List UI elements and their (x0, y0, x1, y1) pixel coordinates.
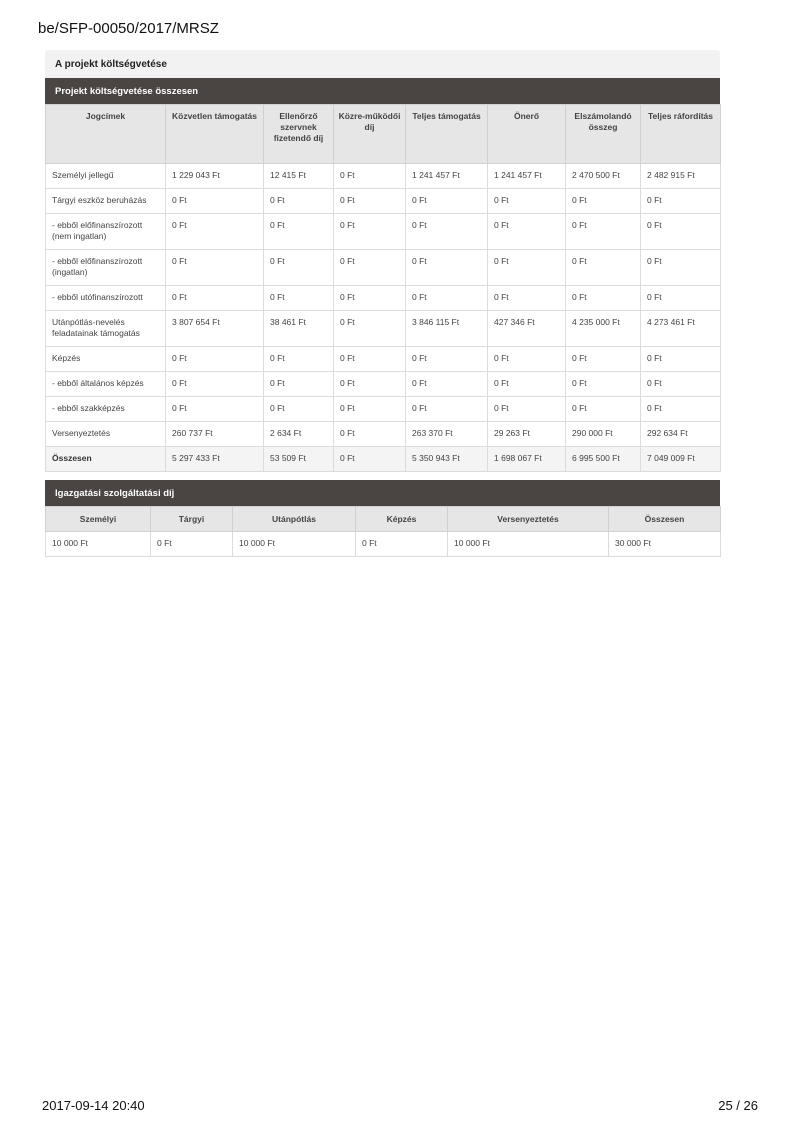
table-cell: 0 Ft (334, 250, 406, 286)
row-label: Képzés (46, 347, 166, 372)
row-label: Tárgyi eszköz beruházás (46, 189, 166, 214)
table-row (46, 286, 721, 311)
table-cell: 7 049 009 Ft (641, 447, 721, 472)
col-header-onero: Önerő (488, 105, 566, 164)
table-cell: 1 241 457 Ft (406, 164, 488, 189)
budget-section-title: Projekt költségvetése összesen (45, 78, 720, 104)
table-cell: 0 Ft (334, 286, 406, 311)
table-cell: 0 Ft (406, 286, 488, 311)
panel-title: A projekt költségvetése (45, 50, 720, 78)
table-cell: 0 Ft (166, 372, 264, 397)
col-header-kozvetlen-tamogatas: Közvetlen támogatás (166, 105, 264, 164)
table-cell: 0 Ft (334, 447, 406, 472)
table-cell: 2 634 Ft (264, 422, 334, 447)
budget-total-row (46, 447, 721, 472)
table-cell: 0 Ft (264, 250, 334, 286)
fee-header-row (46, 507, 721, 532)
table-cell: 6 995 500 Ft (566, 447, 641, 472)
table-cell: 0 Ft (566, 286, 641, 311)
table-cell: 292 634 Ft (641, 422, 721, 447)
table-cell: 0 Ft (566, 397, 641, 422)
budget-table-body (46, 164, 721, 472)
table-cell: 1 241 457 Ft (488, 164, 566, 189)
table-cell: 0 Ft (264, 397, 334, 422)
table-row (46, 311, 721, 347)
table-cell: 0 Ft (406, 189, 488, 214)
table-row (46, 372, 721, 397)
table-cell: 0 Ft (406, 250, 488, 286)
table-cell: 2 470 500 Ft (566, 164, 641, 189)
fee-col-kepzes: Képzés (356, 507, 448, 532)
fee-value-kepzes: 0 Ft (356, 532, 448, 557)
table-cell: 0 Ft (406, 372, 488, 397)
table-cell: 0 Ft (334, 214, 406, 250)
footer-datetime: 2017-09-14 20:40 (42, 1098, 145, 1113)
table-cell: 0 Ft (566, 214, 641, 250)
table-cell: 4 273 461 Ft (641, 311, 721, 347)
table-cell: 0 Ft (334, 397, 406, 422)
row-label: - ebből előfinanszírozott (nem ingatlan) (46, 214, 166, 250)
table-cell: 2 482 915 Ft (641, 164, 721, 189)
table-cell: 0 Ft (166, 189, 264, 214)
table-cell: 0 Ft (566, 189, 641, 214)
fee-value-versenyeztetes: 10 000 Ft (448, 532, 609, 557)
fee-value-szemelyi: 10 000 Ft (46, 532, 151, 557)
table-cell: 5 297 433 Ft (166, 447, 264, 472)
table-cell: 29 263 Ft (488, 422, 566, 447)
table-cell: 0 Ft (264, 372, 334, 397)
fee-value-utanpotlas: 10 000 Ft (233, 532, 356, 557)
budget-panel (45, 50, 720, 472)
table-cell: 0 Ft (264, 189, 334, 214)
table-cell: 0 Ft (641, 397, 721, 422)
table-cell: 0 Ft (334, 311, 406, 347)
table-cell: 263 370 Ft (406, 422, 488, 447)
row-label: - ebből előfinanszírozott (ingatlan) (46, 250, 166, 286)
table-cell: 0 Ft (488, 286, 566, 311)
fee-table (45, 506, 721, 557)
table-cell: 0 Ft (488, 372, 566, 397)
fee-col-targyi: Tárgyi (151, 507, 233, 532)
table-cell: 0 Ft (488, 214, 566, 250)
table-cell: 0 Ft (488, 347, 566, 372)
table-cell: 260 737 Ft (166, 422, 264, 447)
table-cell: 12 415 Ft (264, 164, 334, 189)
budget-header-row (46, 105, 721, 164)
table-cell: 0 Ft (334, 372, 406, 397)
table-cell: 0 Ft (166, 214, 264, 250)
fee-values-row (46, 532, 721, 557)
table-cell: 0 Ft (264, 286, 334, 311)
table-cell: 0 Ft (166, 250, 264, 286)
table-cell: 0 Ft (641, 286, 721, 311)
table-cell: 3 846 115 Ft (406, 311, 488, 347)
table-row (46, 397, 721, 422)
table-cell: 290 000 Ft (566, 422, 641, 447)
table-row (46, 422, 721, 447)
document-id: be/SFP-00050/2017/MRSZ (38, 20, 219, 37)
col-header-elszamolando-osszeg: Elszámolandó összeg (566, 105, 641, 164)
table-cell: 0 Ft (641, 250, 721, 286)
col-header-kozremukodoi-dij: Közre-működői díj (334, 105, 406, 164)
table-cell: 38 461 Ft (264, 311, 334, 347)
table-cell: 4 235 000 Ft (566, 311, 641, 347)
table-cell: 0 Ft (166, 397, 264, 422)
table-row (46, 189, 721, 214)
row-label: Utánpótlás-nevelés feladatainak támogatás (46, 311, 166, 347)
col-header-teljes-tamogatas: Teljes támogatás (406, 105, 488, 164)
table-cell: 0 Ft (334, 164, 406, 189)
row-label: - ebből általános képzés (46, 372, 166, 397)
footer-page-number: 25 / 26 (718, 1098, 758, 1113)
fee-value-osszesen: 30 000 Ft (609, 532, 721, 557)
fee-value-targyi: 0 Ft (151, 532, 233, 557)
table-cell: 0 Ft (334, 422, 406, 447)
table-cell: 0 Ft (166, 347, 264, 372)
fee-col-szemelyi: Személyi (46, 507, 151, 532)
row-label: Versenyeztetés (46, 422, 166, 447)
table-cell: 0 Ft (566, 372, 641, 397)
table-cell: 53 509 Ft (264, 447, 334, 472)
table-cell: 1 229 043 Ft (166, 164, 264, 189)
table-cell: 0 Ft (264, 347, 334, 372)
col-header-jogcimek: Jogcímek (46, 105, 166, 164)
table-cell: 0 Ft (641, 372, 721, 397)
table-cell: 1 698 067 Ft (488, 447, 566, 472)
row-label: - ebből szakképzés (46, 397, 166, 422)
table-cell: 427 346 Ft (488, 311, 566, 347)
fee-section-title: Igazgatási szolgáltatási díj (45, 480, 720, 506)
col-header-teljes-raforditas: Teljes ráfordítás (641, 105, 721, 164)
table-cell: 0 Ft (641, 189, 721, 214)
table-cell: 0 Ft (406, 397, 488, 422)
row-label: - ebből utófinanszírozott (46, 286, 166, 311)
row-label: Összesen (46, 447, 166, 472)
table-cell: 0 Ft (488, 397, 566, 422)
table-cell: 0 Ft (488, 250, 566, 286)
table-cell: 0 Ft (334, 347, 406, 372)
table-row (46, 164, 721, 189)
table-cell: 0 Ft (566, 347, 641, 372)
fee-col-osszesen: Összesen (609, 507, 721, 532)
table-cell: 0 Ft (264, 214, 334, 250)
fee-col-versenyeztetes: Versenyeztetés (448, 507, 609, 532)
row-label: Személyi jellegű (46, 164, 166, 189)
fee-col-utanpotlas: Utánpótlás (233, 507, 356, 532)
table-cell: 0 Ft (406, 347, 488, 372)
budget-table (45, 104, 721, 472)
table-cell: 0 Ft (166, 286, 264, 311)
table-cell: 0 Ft (641, 347, 721, 372)
col-header-ellenorzo-dij: Ellenőrző szervnek fizetendő díj (264, 105, 334, 164)
table-row (46, 214, 721, 250)
table-cell: 3 807 654 Ft (166, 311, 264, 347)
table-cell: 5 350 943 Ft (406, 447, 488, 472)
table-row (46, 347, 721, 372)
table-cell: 0 Ft (334, 189, 406, 214)
table-cell: 0 Ft (566, 250, 641, 286)
table-cell: 0 Ft (641, 214, 721, 250)
table-cell: 0 Ft (488, 189, 566, 214)
fee-panel (45, 480, 720, 557)
table-cell: 0 Ft (406, 214, 488, 250)
table-row (46, 250, 721, 286)
